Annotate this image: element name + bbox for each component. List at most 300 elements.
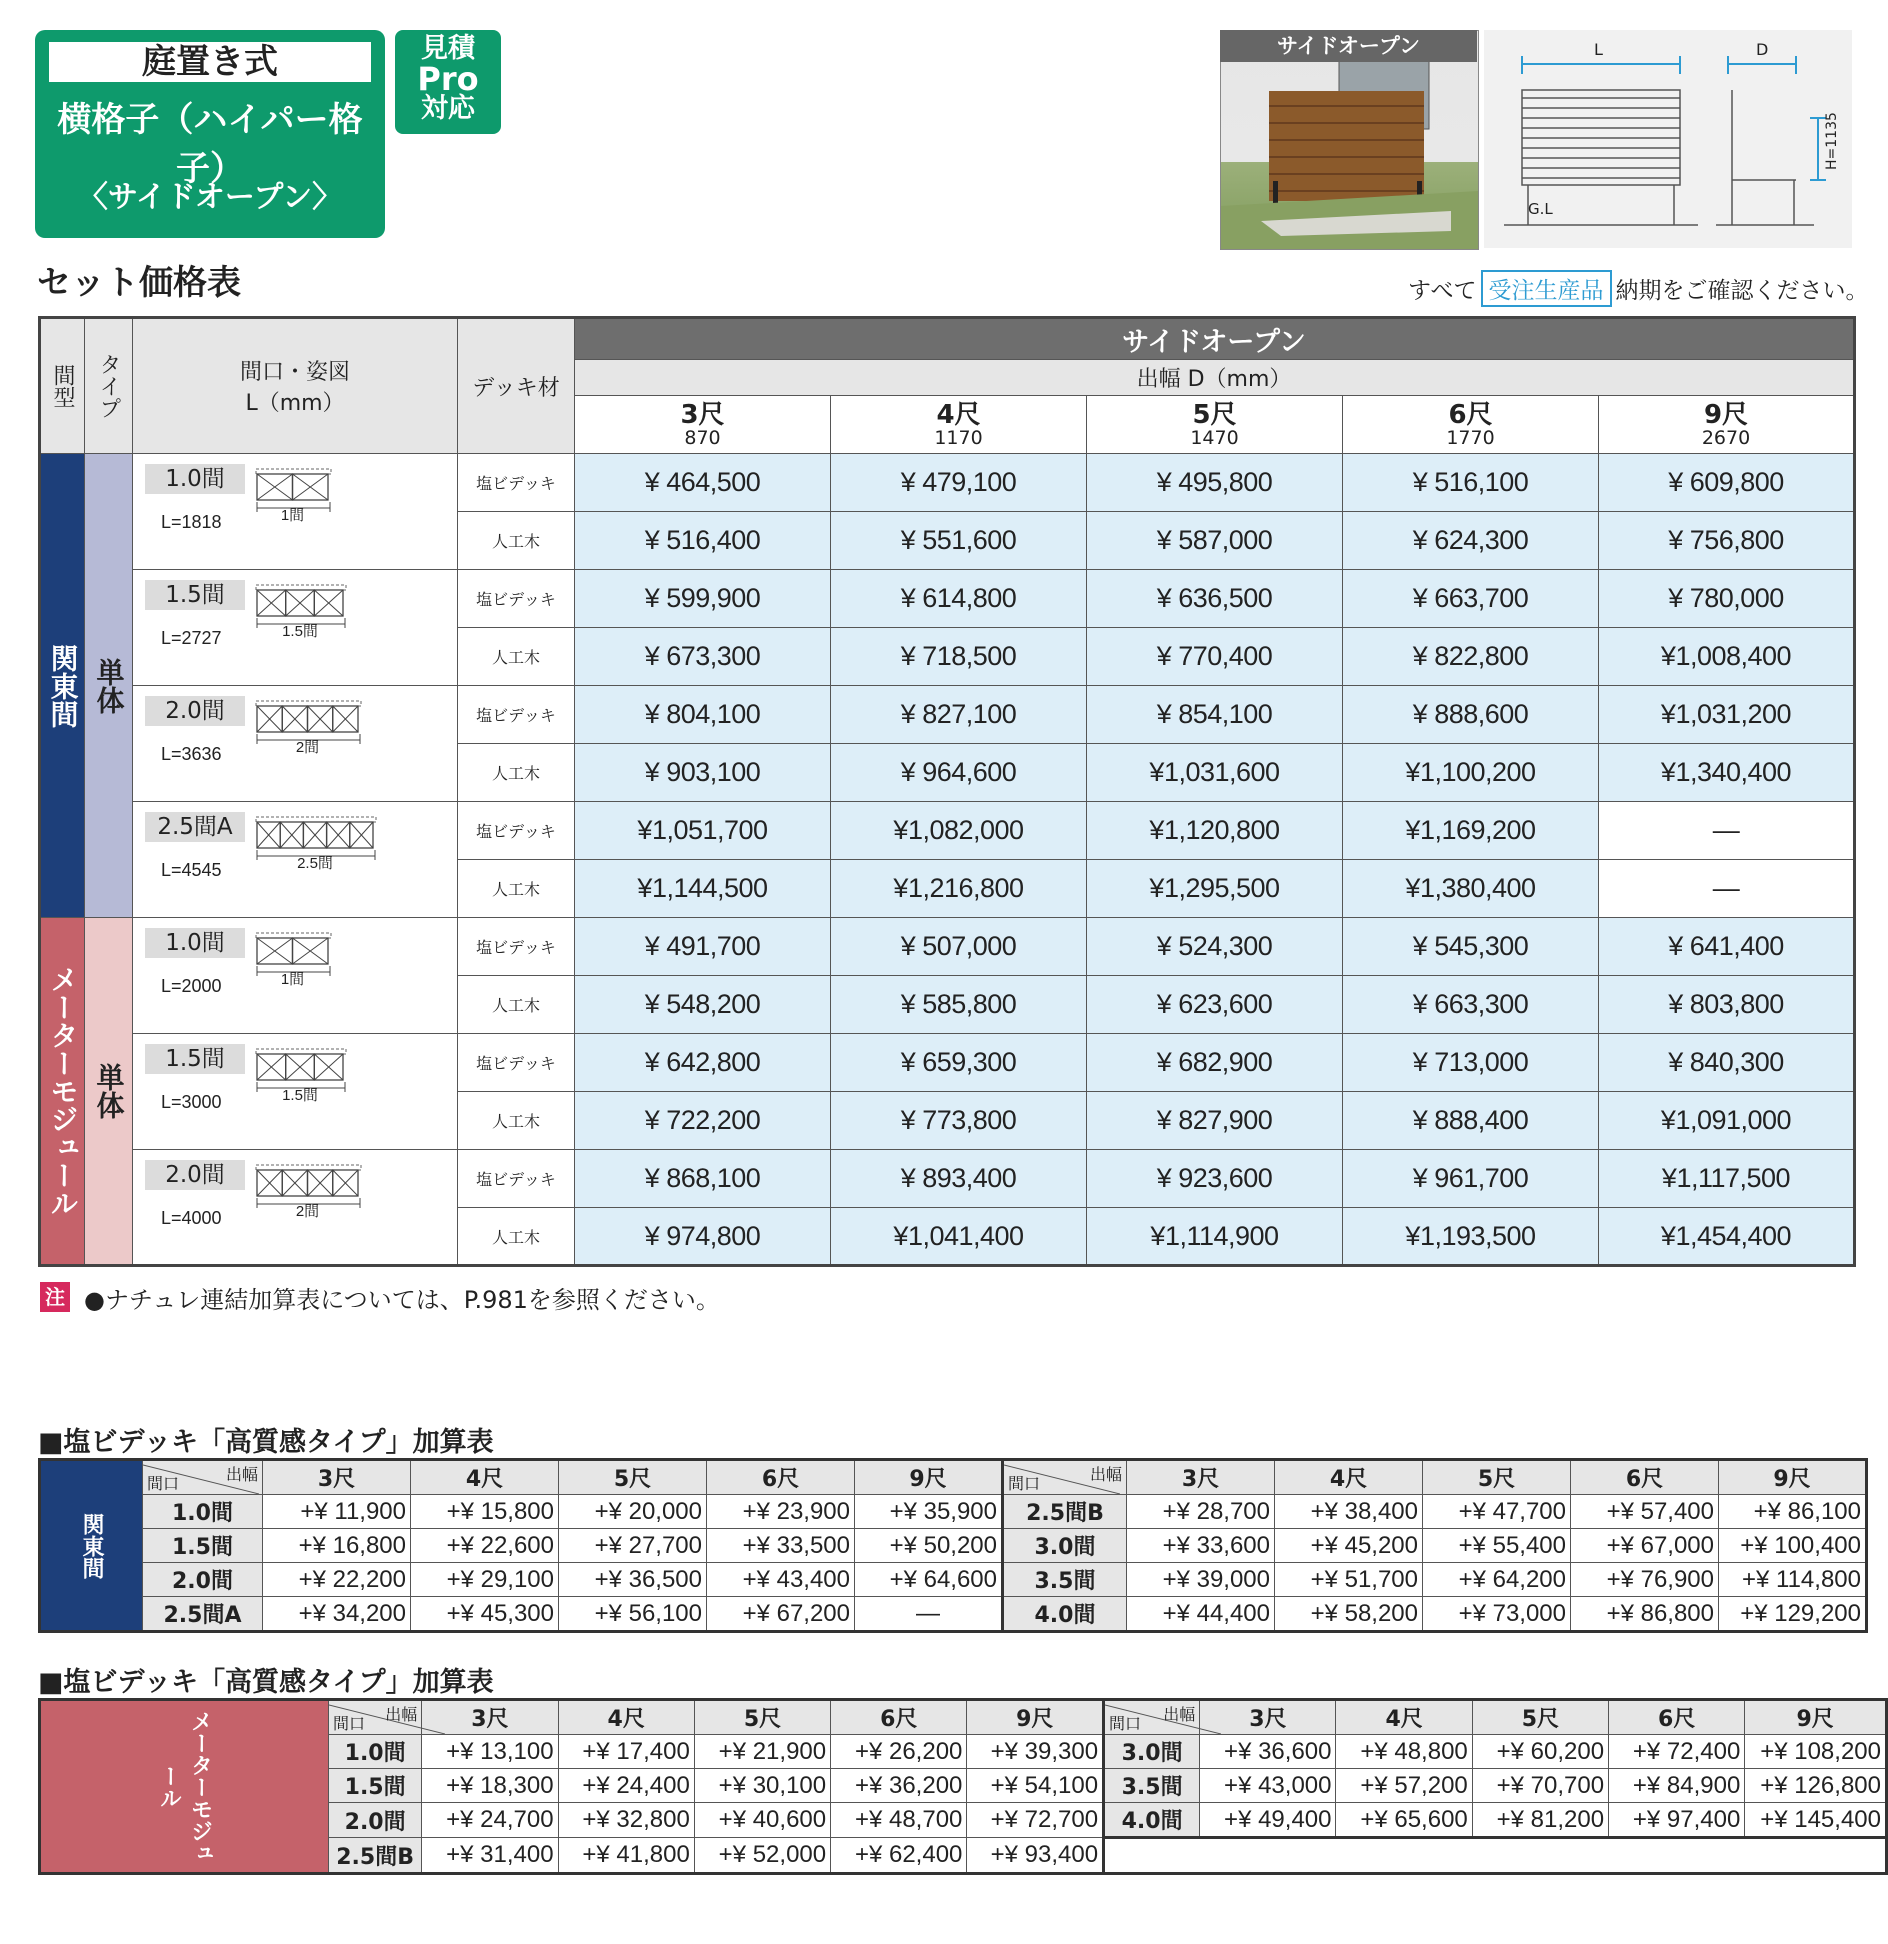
depth-mm: 1170 [934,426,983,449]
made-to-order-badge: 受注生産品 [1481,270,1612,307]
add-row-label: 2.0間 [329,1803,422,1838]
depth-col-1 [831,396,1087,454]
add-value-cell: +¥ 70,700 [1472,1769,1608,1803]
add-value-cell: +¥ 40,600 [694,1803,830,1838]
corner-top-label: 出幅 [1163,1707,1196,1724]
depth-col-0 [575,396,831,454]
add-value-cell: +¥ 31,400 [422,1838,558,1874]
price-cell: ¥ 803,800 [1599,976,1855,1034]
col-header-type: タイプ [85,318,133,454]
price-cell: ¥1,454,400 [1599,1208,1855,1266]
add-value-cell: +¥ 57,400 [1571,1495,1719,1529]
add-row-label: 4.0間 [1104,1803,1200,1838]
price-cell: ¥ 609,800 [1599,454,1855,512]
add-value-cell: +¥ 20,000 [559,1495,707,1529]
dimension-diagram [1484,30,1852,248]
deck-type: 人工木 [458,512,575,570]
span-length: L=4000 [161,1208,222,1228]
add-value-cell: +¥ 36,600 [1200,1735,1336,1769]
add-value-cell: +¥ 114,800 [1719,1563,1867,1597]
span-figure-label: 2.5間 [297,855,333,872]
add-col-header: 4尺 [1275,1460,1423,1495]
note-text: ●ナチュレ連結加算表については、P.981を参照ください。 [84,1286,720,1314]
add-value-cell: +¥ 145,400 [1745,1803,1887,1838]
span-cell [133,686,458,802]
price-cell: ¥1,380,400 [1343,860,1599,918]
region-label: メーターモジュール [40,918,85,1266]
add-value-cell: +¥ 22,600 [411,1529,559,1563]
span-length: L=2000 [161,976,222,996]
section-title: セット価格表 [37,263,241,303]
span-label: 1.5間 [145,580,245,610]
add-value-cell: +¥ 45,300 [411,1597,559,1632]
span-length: L=2727 [161,628,222,648]
photo-caption: サイドオープン [1220,30,1477,62]
price-cell: ¥ 903,100 [575,744,831,802]
add-value-cell: +¥ 129,200 [1719,1597,1867,1632]
region-label: 関東間 [40,454,85,918]
add-col-header: 6尺 [1571,1460,1719,1495]
span-cell [133,1150,458,1266]
add-row-label: 2.0間 [143,1563,263,1597]
span-elevation-figure [255,932,334,988]
add-value-cell: +¥ 43,000 [1200,1769,1336,1803]
add-value-cell: +¥ 62,400 [831,1838,967,1874]
span-figure-label: 2間 [295,1203,320,1220]
add-value-cell: +¥ 48,700 [831,1803,967,1838]
add-row-label: 1.0間 [329,1735,422,1769]
span-elevation-figure [255,468,334,524]
span-cell [133,1034,458,1150]
add-value-cell: +¥ 33,600 [1127,1529,1275,1563]
col-header-deck: デッキ材 [458,318,575,454]
add-value-cell: +¥ 58,200 [1275,1597,1423,1632]
add-value-cell: +¥ 72,400 [1609,1735,1745,1769]
add-col-header: 6尺 [831,1700,967,1735]
order-note [1408,270,1869,307]
add-region-label: メーターモジュール [40,1700,329,1874]
add-value-cell: +¥ 60,200 [1472,1735,1608,1769]
price-row [40,570,1855,628]
price-cell: ¥ 642,800 [575,1034,831,1092]
price-cell: ¥1,120,800 [1087,802,1343,860]
add-col-header: 9尺 [1719,1460,1867,1495]
depth-label: 6尺 [1448,399,1493,430]
add-table-kanto [38,1458,1868,1633]
price-cell: ¥1,144,500 [575,860,831,918]
add-value-cell: +¥ 44,400 [1127,1597,1275,1632]
product-badge [35,30,385,238]
span-length: L=1818 [161,512,222,532]
add-value-cell: +¥ 22,200 [263,1563,411,1597]
add-value-cell: +¥ 48,800 [1336,1735,1472,1769]
add-value-cell: +¥ 15,800 [411,1495,559,1529]
corner-top-label: 出幅 [1089,1467,1122,1484]
product-name: 横格子（ハイパー格子） [57,100,363,189]
install-type-label: 庭置き式 [49,42,371,82]
add-row-label: 3.0間 [1104,1735,1200,1769]
add-col-header: 5尺 [694,1700,830,1735]
price-cell: ¥ 888,600 [1343,686,1599,744]
add-value-cell: +¥ 35,900 [855,1495,1003,1529]
deck-type: 塩ビデッキ [458,918,575,976]
add-value-cell: +¥ 97,400 [1609,1803,1745,1838]
depth-header: 出幅 D（mm） [575,360,1855,396]
note-badge: 注 [40,1282,70,1312]
span-cell [133,802,458,918]
price-cell: ¥1,340,400 [1599,744,1855,802]
price-cell: ¥ 827,900 [1087,1092,1343,1150]
corner-top-label: 出幅 [225,1467,258,1484]
add-col-header: 3尺 [1127,1460,1275,1495]
add-value-cell: +¥ 65,600 [1336,1803,1472,1838]
add-value-cell: +¥ 64,600 [855,1563,1003,1597]
price-cell: — [1599,802,1855,860]
price-cell: ¥ 822,800 [1343,628,1599,686]
price-cell: ¥ 961,700 [1343,1150,1599,1208]
price-row [40,1034,1855,1092]
add-col-header: 3尺 [1200,1700,1336,1735]
add-row-label: 1.0間 [143,1495,263,1529]
deck-type: 塩ビデッキ [458,454,575,512]
span-label: 2.0間 [145,1160,245,1190]
price-cell: ¥1,100,200 [1343,744,1599,802]
dim-L-label: L [1594,40,1603,59]
depth-mm: 1770 [1446,426,1495,449]
price-cell: ¥ 623,600 [1087,976,1343,1034]
price-cell: ¥1,051,700 [575,802,831,860]
add-row-label: 3.0間 [1003,1529,1127,1563]
ground-level-label: G.L [1528,200,1553,218]
deck-type: 人工木 [458,860,575,918]
price-cell: ¥ 479,100 [831,454,1087,512]
price-cell: ¥ 516,100 [1343,454,1599,512]
add-col-header: 4尺 [558,1700,694,1735]
price-cell: ¥1,216,800 [831,860,1087,918]
add-value-cell: +¥ 18,300 [422,1769,558,1803]
add-value-cell: +¥ 108,200 [1745,1735,1887,1769]
add-value-cell: +¥ 47,700 [1423,1495,1571,1529]
depth-col-3 [1343,396,1599,454]
price-cell: ¥ 682,900 [1087,1034,1343,1092]
price-cell: ¥ 516,400 [575,512,831,570]
add-value-cell: +¥ 54,100 [967,1769,1104,1803]
add-row [40,1563,1867,1597]
add-table-title-meter: ■塩ビデッキ「高質感タイプ」加算表 [38,1667,494,1698]
price-cell: ¥1,193,500 [1343,1208,1599,1266]
price-cell: ¥1,031,600 [1087,744,1343,802]
span-label: 1.0間 [145,464,245,494]
deck-type: 塩ビデッキ [458,686,575,744]
add-value-cell: +¥ 33,500 [707,1529,855,1563]
add-value-cell: +¥ 45,200 [1275,1529,1423,1563]
span-length: L=3636 [161,744,222,764]
add-value-cell: +¥ 36,500 [559,1563,707,1597]
price-cell: ¥ 673,300 [575,628,831,686]
add-value-cell: +¥ 41,800 [558,1838,694,1874]
add-col-header: 5尺 [559,1460,707,1495]
product-photo [1220,30,1479,250]
price-cell: ¥1,031,200 [1599,686,1855,744]
add-col-header: 9尺 [855,1460,1003,1495]
price-cell: ¥ 718,500 [831,628,1087,686]
add-value-cell: +¥ 57,200 [1336,1769,1472,1803]
add-value-cell: +¥ 38,400 [1275,1495,1423,1529]
price-cell: ¥ 599,900 [575,570,831,628]
add-value-cell: +¥ 76,900 [1571,1563,1719,1597]
price-cell: ¥ 888,400 [1343,1092,1599,1150]
price-cell: ¥ 840,300 [1599,1034,1855,1092]
add-value-cell: +¥ 56,100 [559,1597,707,1632]
price-cell: ¥ 773,800 [831,1092,1087,1150]
add-value-cell: +¥ 16,800 [263,1529,411,1563]
price-cell: ¥ 551,600 [831,512,1087,570]
span-figure-label: 2間 [295,739,320,756]
deck-type: 人工木 [458,976,575,1034]
price-cell: ¥1,082,000 [831,802,1087,860]
add-value-cell: +¥ 27,700 [559,1529,707,1563]
add-value-cell: +¥ 52,000 [694,1838,830,1874]
add-value-cell: +¥ 49,400 [1200,1803,1336,1838]
add-row-label: 3.5間 [1003,1563,1127,1597]
price-cell: ¥ 713,000 [1343,1034,1599,1092]
span-length: L=3000 [161,1092,222,1112]
price-cell: ¥ 659,300 [831,1034,1087,1092]
add-value-cell: +¥ 43,400 [707,1563,855,1597]
col-header-span: 間口・姿図 L（mm） [133,318,458,454]
pro-badge-line1: 見積 [421,33,475,64]
price-cell: ¥ 585,800 [831,976,1087,1034]
add-value-cell: +¥ 39,000 [1127,1563,1275,1597]
pro-badge-line2: Pro [417,60,479,98]
order-note-suffix: 納期をご確認ください。 [1615,278,1869,304]
span-elevation-figure [255,816,379,872]
price-cell: ¥ 964,600 [831,744,1087,802]
depth-col-4 [1599,396,1855,454]
price-cell: ¥ 548,200 [575,976,831,1034]
span-elevation-figure [255,1048,349,1104]
add-col-header: 9尺 [1745,1700,1887,1735]
add-row [40,1597,1867,1632]
add-col-header: 4尺 [1336,1700,1472,1735]
price-cell: ¥ 663,300 [1343,976,1599,1034]
price-cell: ¥ 464,500 [575,454,831,512]
add-value-cell: — [855,1597,1003,1632]
dim-H-label: H=1135 [1824,112,1840,170]
deck-type: 人工木 [458,744,575,802]
deck-type: 塩ビデッキ [458,802,575,860]
price-cell: ¥ 524,300 [1087,918,1343,976]
price-cell: ¥ 974,800 [575,1208,831,1266]
span-figure-label: 1.5間 [282,1087,318,1104]
price-cell: ¥1,041,400 [831,1208,1087,1266]
add-row [40,1529,1867,1563]
add-col-header: 5尺 [1472,1700,1608,1735]
price-cell: ¥ 923,600 [1087,1150,1343,1208]
price-cell: ¥ 663,700 [1343,570,1599,628]
price-cell: ¥ 587,000 [1087,512,1343,570]
price-cell: ¥ 614,800 [831,570,1087,628]
depth-mm: 1470 [1190,426,1239,449]
add-row-label: 1.5間 [329,1769,422,1803]
add-value-cell: +¥ 100,400 [1719,1529,1867,1563]
price-cell: ¥1,114,900 [1087,1208,1343,1266]
add-region-label: 関東間 [40,1460,143,1632]
span-figure-label: 1.5間 [282,623,318,640]
add-value-cell: +¥ 28,700 [1127,1495,1275,1529]
add-row [40,1495,1867,1529]
depth-label: 3尺 [680,399,725,430]
corner-left [143,1460,263,1495]
price-cell: ¥ 756,800 [1599,512,1855,570]
span-figure-label: 1間 [280,507,305,524]
dim-D-label: D [1756,40,1769,59]
price-cell: ¥ 545,300 [1343,918,1599,976]
depth-label: 4尺 [936,399,981,430]
add-value-cell: +¥ 26,200 [831,1735,967,1769]
price-cell: ¥ 624,300 [1343,512,1599,570]
deck-type: 人工木 [458,1092,575,1150]
deck-type: 塩ビデッキ [458,1034,575,1092]
price-cell: ¥ 854,100 [1087,686,1343,744]
deck-type: 塩ビデッキ [458,570,575,628]
add-row-label: 1.5間 [143,1529,263,1563]
add-value-cell: +¥ 13,100 [422,1735,558,1769]
add-row-label: 2.5間B [1003,1495,1127,1529]
add-value-cell: +¥ 24,700 [422,1803,558,1838]
span-elevation-figure [255,1164,364,1220]
add-row-label: 2.5間A [143,1597,263,1632]
price-cell: ¥ 780,000 [1599,570,1855,628]
add-value-cell: +¥ 126,800 [1745,1769,1887,1803]
add-value-cell: +¥ 30,100 [694,1769,830,1803]
add-value-cell: +¥ 86,100 [1719,1495,1867,1529]
mitsumori-pro-badge [395,30,501,134]
add-value-cell: +¥ 32,800 [558,1803,694,1838]
price-cell: ¥ 495,800 [1087,454,1343,512]
add-value-cell: +¥ 73,000 [1423,1597,1571,1632]
col-header-region: 間型 [40,318,85,454]
add-row-label: 2.5間B [329,1838,422,1874]
add-table-meter [38,1698,1888,1875]
type-label: 単体 [85,454,133,918]
price-cell: ¥1,008,400 [1599,628,1855,686]
add-col-header: 5尺 [1423,1460,1571,1495]
add-value-cell: +¥ 81,200 [1472,1803,1608,1838]
add-table-title-kanto: ■塩ビデッキ「高質感タイプ」加算表 [38,1427,494,1458]
price-cell: ¥1,117,500 [1599,1150,1855,1208]
price-cell: ¥ 722,200 [575,1092,831,1150]
add-value-cell: +¥ 39,300 [967,1735,1104,1769]
corner-bottom-label: 間口 [1109,1716,1142,1733]
price-row [40,802,1855,860]
corner-right [1003,1460,1127,1495]
price-cell: ¥1,169,200 [1343,802,1599,860]
span-label: 2.5間A [145,812,245,842]
add-col-header: 6尺 [707,1460,855,1495]
add-value-cell: +¥ 84,900 [1609,1769,1745,1803]
price-cell: ¥ 893,400 [831,1150,1087,1208]
add-row-label: 3.5間 [1104,1769,1200,1803]
price-cell: ¥ 770,400 [1087,628,1343,686]
price-cell: — [1599,860,1855,918]
add-col-header: 6尺 [1609,1700,1745,1735]
corner-left [329,1700,422,1735]
price-cell: ¥ 641,400 [1599,918,1855,976]
pro-badge-line3: 対応 [421,93,475,124]
depth-mm: 2670 [1701,426,1751,449]
depth-label: 5尺 [1192,399,1237,430]
price-cell: ¥1,295,500 [1087,860,1343,918]
span-cell [133,570,458,686]
add-col-header: 4尺 [411,1460,559,1495]
corner-bottom-label: 間口 [147,1476,180,1493]
add-value-cell: +¥ 17,400 [558,1735,694,1769]
add-col-header: 9尺 [967,1700,1104,1735]
price-row [40,454,1855,512]
type-label: 単体 [85,918,133,1266]
add-value-cell: +¥ 50,200 [855,1529,1003,1563]
add-col-header: 3尺 [263,1460,411,1495]
add-value-cell: +¥ 23,900 [707,1495,855,1529]
add-value-cell: +¥ 34,200 [263,1597,411,1632]
span-cell [133,918,458,1034]
corner-top-label: 出幅 [385,1707,418,1724]
add-value-cell: +¥ 21,900 [694,1735,830,1769]
add-value-cell: +¥ 64,200 [1423,1563,1571,1597]
set-price-table [38,316,1856,1267]
add-value-cell: +¥ 67,000 [1571,1529,1719,1563]
span-label: 1.5間 [145,1044,245,1074]
price-row [40,918,1855,976]
price-cell: ¥ 491,700 [575,918,831,976]
span-cell [133,454,458,570]
price-cell: ¥ 507,000 [831,918,1087,976]
add-value-cell: +¥ 86,800 [1571,1597,1719,1632]
span-figure-label: 1間 [280,971,305,988]
price-cell: ¥ 636,500 [1087,570,1343,628]
add-value-cell: +¥ 24,400 [558,1769,694,1803]
price-row [40,1150,1855,1208]
order-note-prefix: すべて [1408,278,1477,304]
price-cell: ¥ 804,100 [575,686,831,744]
group-header-side-open: サイドオープン [575,318,1855,360]
add-value-cell: +¥ 93,400 [967,1838,1104,1874]
span-length: L=4545 [161,860,222,880]
add-value-cell: +¥ 36,200 [831,1769,967,1803]
corner-bottom-label: 間口 [333,1716,366,1733]
span-label: 2.0間 [145,696,245,726]
add-value-cell: +¥ 72,700 [967,1803,1104,1838]
add-value-cell: +¥ 29,100 [411,1563,559,1597]
product-variant: 〈サイドオープン〉 [77,180,343,215]
depth-label: 9尺 [1703,399,1749,430]
add-value-cell: +¥ 55,400 [1423,1529,1571,1563]
corner-bottom-label: 間口 [1008,1476,1041,1493]
deck-type: 人工木 [458,1208,575,1266]
depth-col-2 [1087,396,1343,454]
add-value-cell: +¥ 51,700 [1275,1563,1423,1597]
empty-cell [1104,1838,1887,1874]
deck-type: 塩ビデッキ [458,1150,575,1208]
span-label: 1.0間 [145,928,245,958]
add-value-cell: +¥ 11,900 [263,1495,411,1529]
price-cell: ¥ 868,100 [575,1150,831,1208]
span-elevation-figure [255,584,349,640]
price-cell: ¥1,091,000 [1599,1092,1855,1150]
price-row [40,686,1855,744]
add-row-label: 4.0間 [1003,1597,1127,1632]
